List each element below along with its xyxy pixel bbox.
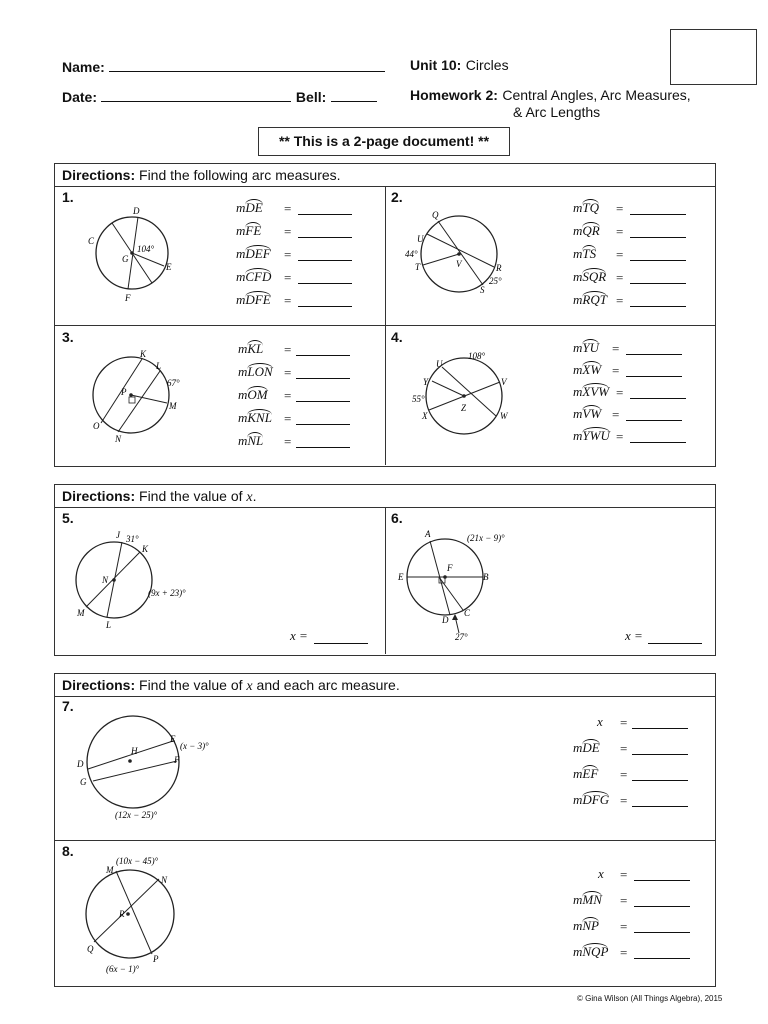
label-Q: Q <box>432 210 439 220</box>
answer-blank[interactable] <box>296 423 350 425</box>
label-L: L <box>156 361 162 371</box>
angle-label: 25° <box>489 276 502 286</box>
date-label: Date: <box>62 89 98 105</box>
angle-label: 44° <box>405 249 418 259</box>
label-N: N <box>102 575 109 585</box>
question-number: 8. <box>62 843 74 859</box>
arc-label: mXW <box>573 362 602 377</box>
directions-var: x <box>246 679 253 694</box>
unit-label: Unit 10: <box>410 57 462 73</box>
answer-blank[interactable] <box>630 236 686 238</box>
directions-2 <box>62 488 257 506</box>
equals: = <box>616 224 624 239</box>
q4-diagram <box>410 345 530 445</box>
equals: = <box>620 741 628 756</box>
answer-blank[interactable] <box>626 353 682 355</box>
answer-blank[interactable] <box>632 753 688 755</box>
equals: = <box>612 407 620 422</box>
directions-1 <box>62 167 341 183</box>
divider <box>55 325 715 326</box>
divider <box>55 696 715 697</box>
arc-label: mDE <box>236 200 263 215</box>
equals: = <box>284 247 292 262</box>
directions-var: x <box>246 490 253 505</box>
answer-blank[interactable] <box>634 879 690 881</box>
answer-blank[interactable] <box>296 446 350 448</box>
question-number: 1. <box>62 189 74 205</box>
arc-label: mNP <box>573 918 600 933</box>
question-number: 7. <box>62 698 74 714</box>
two-page-note <box>258 127 510 156</box>
label-F: F <box>174 755 180 765</box>
label-D: D <box>77 759 84 769</box>
label-H: H <box>131 746 138 756</box>
angle-label: (x − 3)° <box>180 741 209 751</box>
arc-label: mEF <box>573 766 599 781</box>
label-R: R <box>496 263 502 273</box>
arc-label: mFE <box>236 223 262 238</box>
equals: = <box>616 201 624 216</box>
arc-label: mYU <box>573 340 600 355</box>
label-Z: Z <box>461 403 467 413</box>
answer-blank[interactable] <box>630 441 686 443</box>
label-M: M <box>77 608 85 618</box>
directions-text: Find the value of <box>139 488 243 504</box>
arc-label: mXVW <box>573 384 610 399</box>
label-X: X <box>422 411 428 421</box>
label-F: F <box>125 293 131 303</box>
q1-diagram <box>80 200 190 310</box>
arc-label: x <box>598 866 604 881</box>
equals: = <box>284 270 292 285</box>
arc-label: mTQ <box>573 200 600 215</box>
answer-blank[interactable] <box>634 931 690 933</box>
bell-label: Bell: <box>295 89 327 105</box>
angle-label: (6x − 1)° <box>106 964 140 974</box>
answer-blank[interactable] <box>298 213 352 215</box>
angle-label: (10x − 45)° <box>116 856 159 866</box>
directions-label: Directions: <box>62 488 136 504</box>
q3-diagram <box>85 345 195 445</box>
answer-blank[interactable] <box>634 905 690 907</box>
answer-blank[interactable] <box>298 259 352 261</box>
question-number: 4. <box>391 329 403 345</box>
bell-line[interactable] <box>331 87 377 102</box>
equals: = <box>620 715 628 730</box>
equals: = <box>620 867 628 882</box>
answer-blank[interactable] <box>298 305 352 307</box>
directions-end: and each arc measure. <box>256 677 400 693</box>
divider <box>385 507 386 654</box>
answer-blank[interactable] <box>296 354 350 356</box>
name-field <box>62 57 385 77</box>
angle-label: 104° <box>137 244 155 254</box>
directions-text: Find the following arc measures. <box>139 167 341 183</box>
name-line[interactable] <box>109 57 385 72</box>
homework-label: Homework 2: <box>410 87 498 103</box>
answer-blank[interactable] <box>630 305 686 307</box>
arc-label: mOM <box>238 387 268 402</box>
label-F: F <box>447 563 453 573</box>
arc-label: mQR <box>573 223 600 238</box>
score-box <box>670 29 757 85</box>
arc-label: mDE <box>573 740 600 755</box>
answer-blank[interactable] <box>626 419 682 421</box>
answer-blank[interactable] <box>632 779 688 781</box>
equals: = <box>620 893 628 908</box>
arc-label: mTS <box>573 246 597 261</box>
equals: = <box>616 293 624 308</box>
date-field <box>62 87 377 107</box>
arc-label: mDEF <box>236 246 271 261</box>
arc-label: mSQR <box>573 269 607 284</box>
label-E: E <box>170 734 176 744</box>
arc-label: mVW <box>573 406 602 421</box>
answer-blank[interactable] <box>632 805 688 807</box>
label-Q: Q <box>87 944 94 954</box>
answer-blank[interactable] <box>634 957 690 959</box>
label-W: W <box>500 411 508 421</box>
label-R: R <box>119 909 125 919</box>
arc-label: mKL <box>238 341 264 356</box>
question-number: 2. <box>391 189 403 205</box>
arc-label: mMN <box>573 892 602 907</box>
answer-blank[interactable] <box>314 642 368 644</box>
note-text: ** This is a 2-page document! ** <box>278 133 490 149</box>
label-T: T <box>415 262 421 272</box>
label-K: K <box>140 349 147 359</box>
label-G: G <box>80 777 87 787</box>
angle-label: 108° <box>468 351 486 361</box>
angle-label: (12x − 25)° <box>115 810 158 820</box>
angle-label: 67° <box>167 378 180 388</box>
question-number: 6. <box>391 510 403 526</box>
homework-title <box>410 87 691 105</box>
label-E: E <box>166 262 172 272</box>
label-N: N <box>161 875 168 885</box>
label-M: M <box>106 865 114 875</box>
angle-label: 27° <box>455 632 468 642</box>
equals: = <box>616 385 624 400</box>
label-P: P <box>121 387 127 397</box>
arc-label: x <box>597 714 603 729</box>
answer-blank[interactable] <box>630 213 686 215</box>
equals: = <box>284 293 292 308</box>
answer-blank[interactable] <box>630 282 686 284</box>
answer-blank[interactable] <box>632 727 688 729</box>
label-P: P <box>153 954 159 964</box>
question-number: 5. <box>62 510 74 526</box>
unit-text: Circles <box>465 57 509 73</box>
equals: = <box>284 342 292 357</box>
q2-diagram <box>400 205 515 300</box>
answer-blank[interactable] <box>296 400 350 402</box>
label-V: V <box>501 377 507 387</box>
equals: = <box>284 224 292 239</box>
label-V: V <box>456 259 462 269</box>
arc-label: mRQT <box>573 292 607 307</box>
label-K: K <box>142 544 149 554</box>
directions-text: Find the value of <box>139 677 243 693</box>
arc-label: mLON <box>238 364 273 379</box>
equals: = <box>284 434 292 449</box>
equals: = <box>620 793 628 808</box>
equals: = <box>284 201 292 216</box>
label-U: U <box>417 234 424 244</box>
label-E: E <box>398 572 404 582</box>
answer-label: x = <box>625 628 643 643</box>
q7-diagram <box>72 712 232 824</box>
answer-label: x = <box>290 628 308 643</box>
label-D: D <box>133 206 140 216</box>
answer-blank[interactable] <box>298 282 352 284</box>
arc-label: mYWU <box>573 428 610 443</box>
date-line[interactable] <box>101 87 291 102</box>
label-A: A <box>425 529 431 539</box>
directions-label: Directions: <box>62 677 136 693</box>
equals: = <box>616 247 624 262</box>
equals: = <box>284 411 292 426</box>
q5-diagram <box>70 528 220 628</box>
unit-title <box>410 57 509 75</box>
question-number: 3. <box>62 329 74 345</box>
arc-label: mNL <box>238 433 264 448</box>
label-B: B <box>483 572 489 582</box>
q6-diagram <box>395 528 525 643</box>
label-M: M <box>169 401 177 411</box>
label-J: J <box>116 530 120 540</box>
equals: = <box>616 270 624 285</box>
directions-end: . <box>252 488 257 504</box>
equals: = <box>616 429 624 444</box>
homework-text-2: & Arc Lengths <box>513 104 601 120</box>
equals: = <box>612 363 620 378</box>
angle-label: (9x + 23)° <box>148 588 186 598</box>
answer-blank[interactable] <box>296 377 350 379</box>
label-L: L <box>106 620 112 628</box>
label-N: N <box>115 434 122 444</box>
angle-label: 55° <box>412 394 425 404</box>
q8-diagram <box>80 852 220 980</box>
label-S: S <box>480 285 485 295</box>
answer-blank[interactable] <box>648 642 702 644</box>
answer-blank[interactable] <box>298 236 352 238</box>
equals: = <box>284 365 292 380</box>
arc-label: mDFG <box>573 792 610 807</box>
label-U: U <box>436 359 443 369</box>
arc-label: mCFD <box>236 269 272 284</box>
answer-blank[interactable] <box>626 375 682 377</box>
equals: = <box>284 388 292 403</box>
label-G: G <box>122 254 129 264</box>
arc-label: mNQP <box>573 944 609 959</box>
answer-blank[interactable] <box>630 397 686 399</box>
homework-text: Central Angles, Arc Measures, <box>502 87 691 103</box>
directions-3 <box>62 677 400 695</box>
angle-label: 31° <box>126 534 139 544</box>
name-label: Name: <box>62 59 105 75</box>
equals: = <box>620 767 628 782</box>
answer-blank[interactable] <box>630 259 686 261</box>
label-C: C <box>88 236 95 246</box>
arc-label: mKNL <box>238 410 272 425</box>
directions-label: Directions: <box>62 167 136 183</box>
equals: = <box>620 919 628 934</box>
copyright: © Gina Wilson (All Things Algebra), 2015 <box>577 994 723 1003</box>
label-D: D <box>442 615 449 625</box>
equals: = <box>620 945 628 960</box>
label-C: C <box>464 608 471 618</box>
label-Y: Y <box>423 377 429 387</box>
equals: = <box>612 341 620 356</box>
divider <box>55 840 715 841</box>
label-O: O <box>93 421 100 431</box>
angle-label: (21x − 9)° <box>467 533 505 543</box>
arc-label: mDFE <box>236 292 271 307</box>
